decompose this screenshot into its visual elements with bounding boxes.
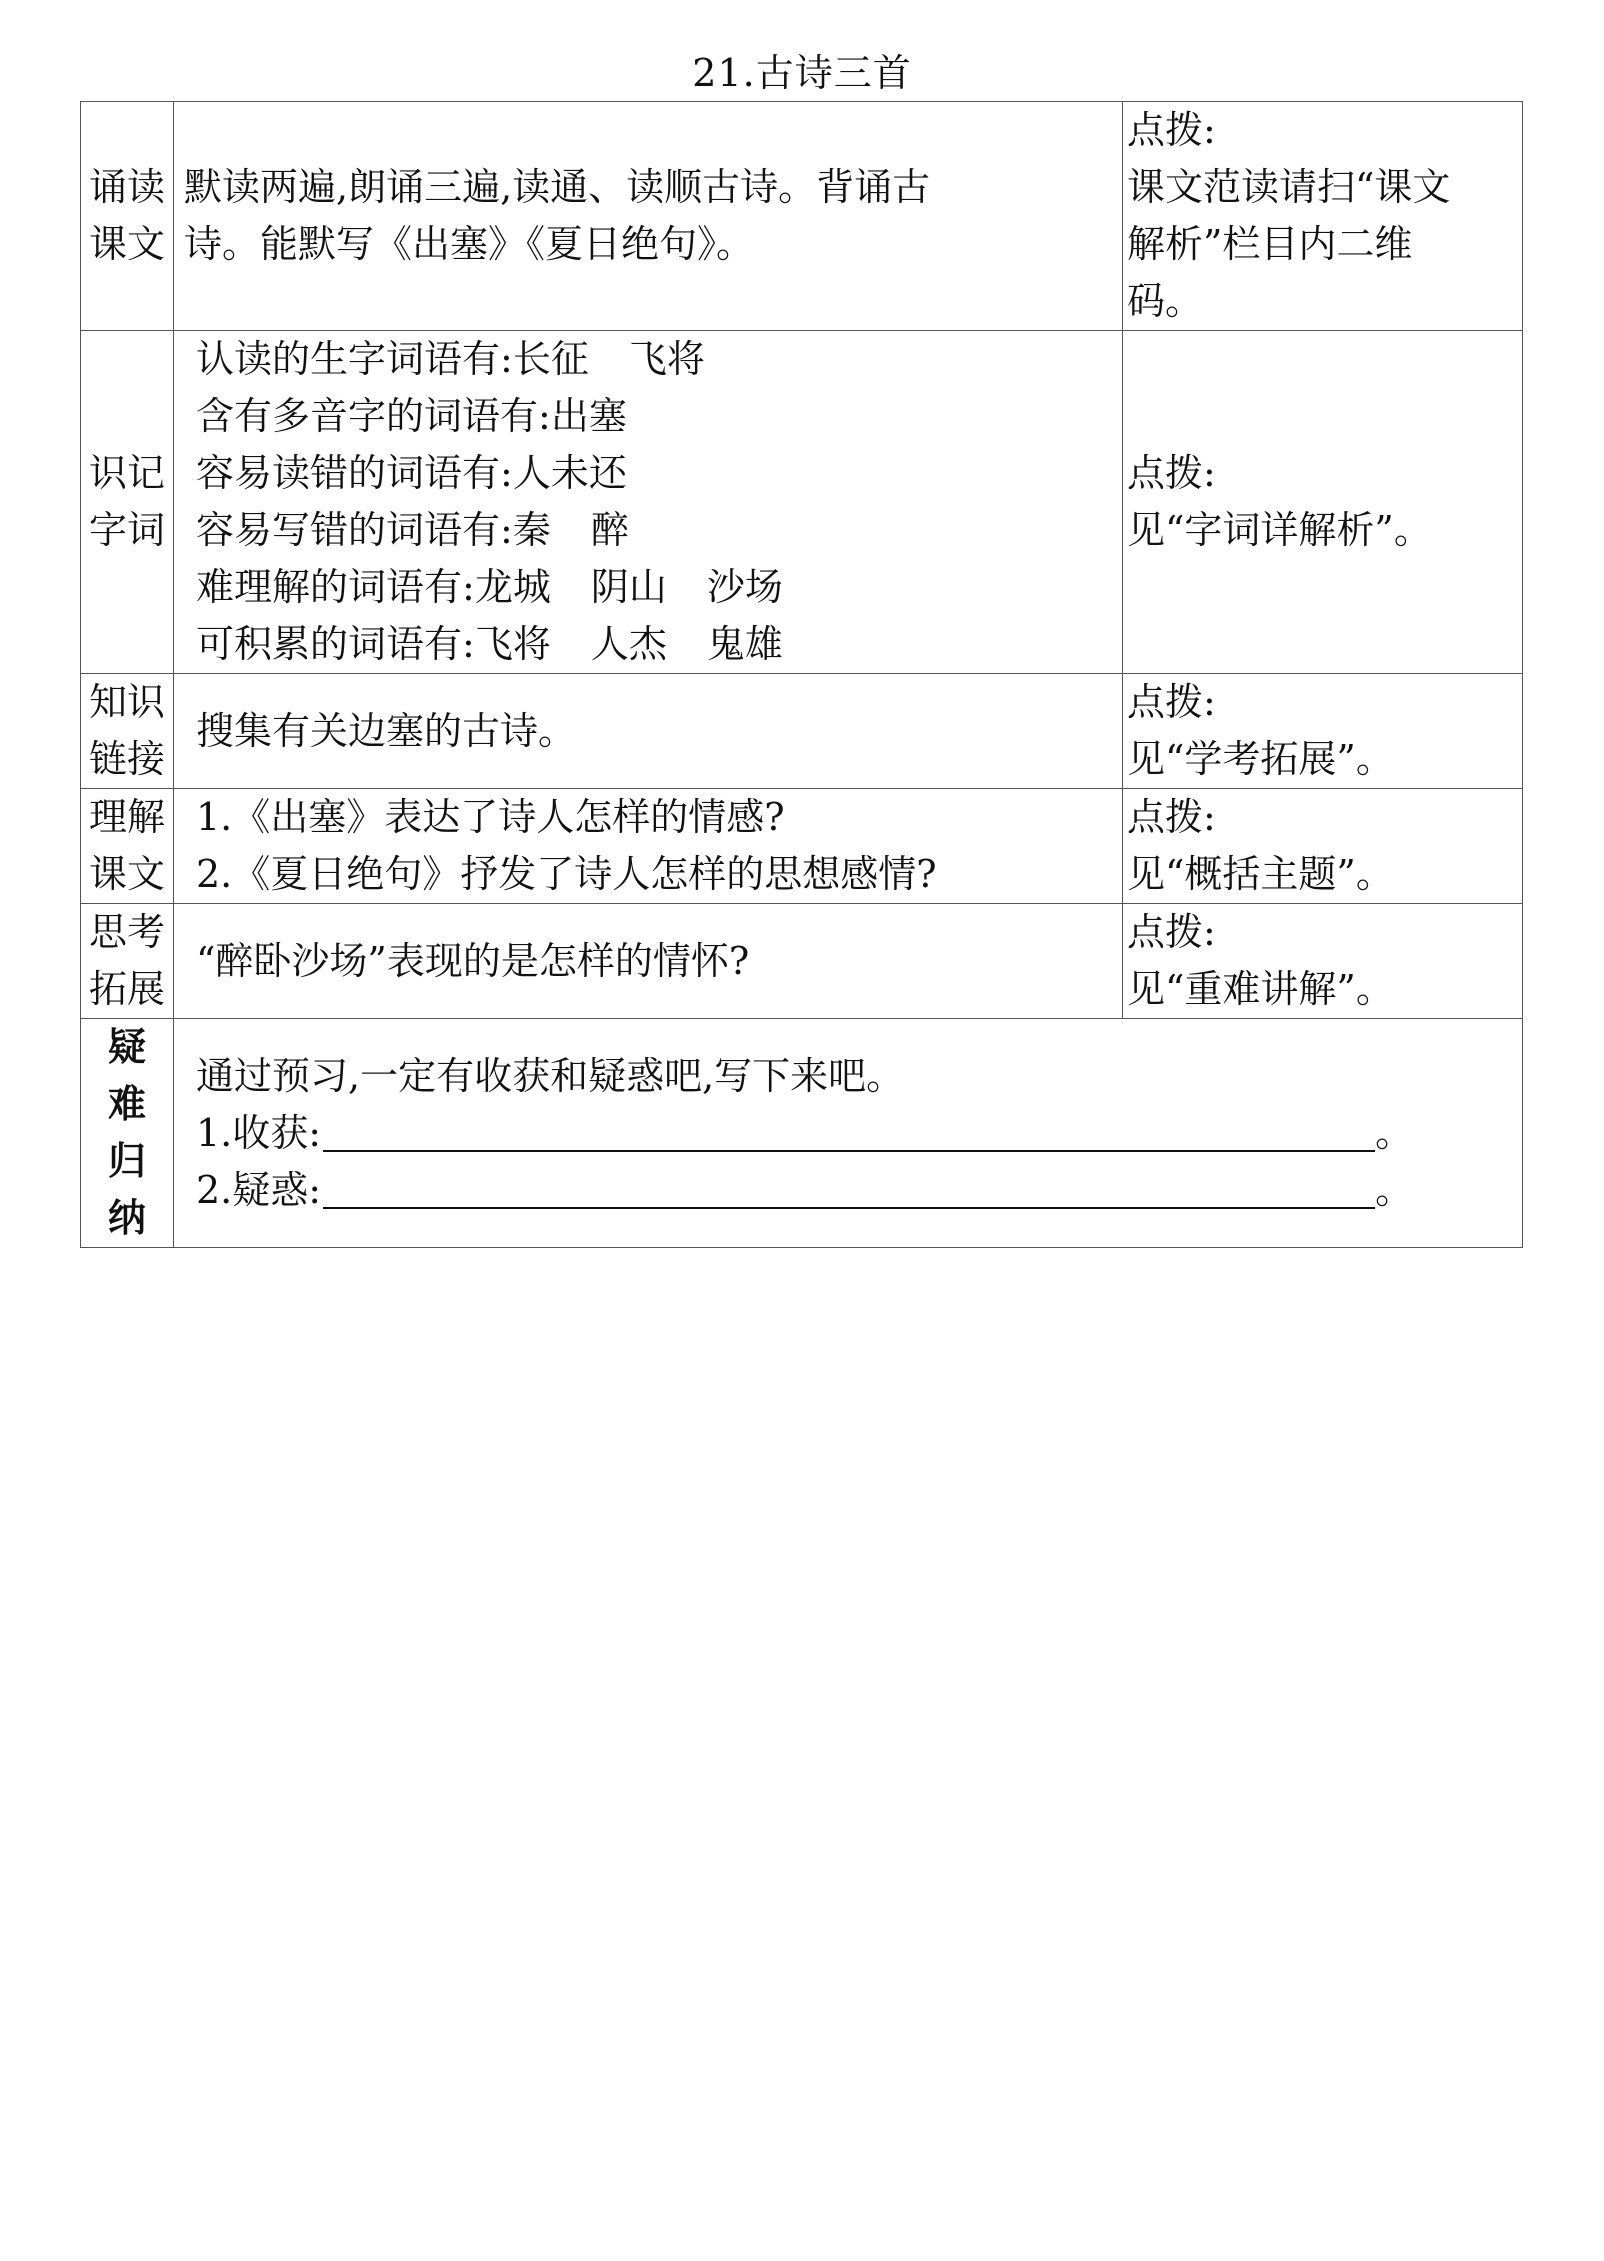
row-label-line: 拓展 — [88, 967, 165, 1011]
doubts-answer-blank[interactable] — [323, 1167, 1375, 1209]
summary-item-end: 。 — [1375, 1167, 1414, 1212]
table-row-extend — [81, 904, 1523, 1019]
row-label-understand — [81, 789, 174, 904]
vocab-word: 鬼雄 — [706, 622, 783, 666]
vocab-word: 醉 — [590, 508, 629, 552]
vocab-word: 龙城 — [474, 565, 551, 609]
vocab-word: 飞将 — [474, 622, 551, 666]
hint-line: 点拨: — [1127, 795, 1216, 839]
row-label-summary — [81, 1019, 174, 1248]
row-label-char: 疑 — [107, 1025, 146, 1069]
table-row-recite — [81, 102, 1523, 331]
row-label-recite — [81, 102, 174, 331]
hint-line: 见“字词详解析”。 — [1127, 508, 1432, 552]
summary-gains-line — [196, 1105, 1522, 1162]
row-content-recite — [174, 102, 1123, 331]
vocab-prefix: 认读的生字词语有: — [196, 337, 513, 381]
row-label-line: 理解 — [88, 795, 165, 839]
vocab-word: 飞将 — [628, 337, 705, 381]
vocab-prefix: 容易读错的词语有: — [196, 451, 513, 495]
hint-line: 见“概括主题”。 — [1127, 852, 1394, 896]
row-label-line: 课文 — [88, 852, 165, 896]
vocab-word: 人杰 — [590, 622, 667, 666]
hint-line: 见“学考拓展”。 — [1127, 737, 1394, 781]
summary-item-end: 。 — [1375, 1110, 1414, 1155]
table-row-summary — [81, 1019, 1523, 1248]
row-content-summary — [174, 1019, 1523, 1248]
row-hint-extend — [1123, 904, 1523, 1019]
vocab-line-misread — [196, 445, 1122, 502]
summary-item-label: 1.收获: — [196, 1110, 322, 1155]
row-label-line: 链接 — [88, 737, 165, 781]
page-title: 21.古诗三首 — [692, 51, 912, 95]
vocab-prefix: 难理解的词语有: — [196, 565, 475, 609]
row-label-char: 难 — [107, 1082, 146, 1126]
study-guide-table — [80, 101, 1523, 1248]
row-label-extend — [81, 904, 174, 1019]
row-label-vocabulary — [81, 331, 174, 674]
row-label-line: 课文 — [88, 222, 165, 266]
row-label-line: 识记 — [88, 451, 165, 495]
row-hint-understand — [1123, 789, 1523, 904]
row-label-line: 知识 — [88, 680, 165, 724]
row-label-char: 纳 — [107, 1196, 146, 1240]
vocab-line-miswritten — [196, 502, 1122, 559]
row-content-knowledge — [174, 674, 1123, 789]
vocab-prefix: 容易写错的词语有: — [196, 508, 513, 552]
vocab-line-polyphonic — [196, 388, 1122, 445]
hint-line: 点拨: — [1127, 108, 1216, 152]
content-line: 默读两遍,朗诵三遍,读通、读顺古诗。背诵古 — [184, 165, 931, 209]
summary-item-label: 2.疑惑: — [196, 1167, 322, 1212]
content-line: 诗。能默写《出塞》《夏日绝句》。 — [184, 222, 755, 266]
summary-intro: 通过预习,一定有收获和疑惑吧,写下来吧。 — [196, 1053, 905, 1098]
vocab-prefix: 可积累的词语有: — [196, 622, 475, 666]
row-label-char: 归 — [107, 1139, 146, 1183]
table-row-vocabulary — [81, 331, 1523, 674]
table-row-knowledge — [81, 674, 1523, 789]
table-row-understand — [81, 789, 1523, 904]
vocab-word: 阴山 — [590, 565, 667, 609]
row-content-understand — [174, 789, 1123, 904]
row-label-knowledge — [81, 674, 174, 789]
row-label-line: 字词 — [88, 508, 165, 552]
content-line: 2.《夏日绝句》抒发了诗人怎样的思想感情? — [196, 852, 937, 896]
row-content-extend — [174, 904, 1123, 1019]
gains-answer-blank[interactable] — [323, 1110, 1375, 1152]
row-content-vocabulary — [174, 331, 1123, 674]
vocab-line-read — [196, 331, 1122, 388]
vocab-line-difficult — [196, 559, 1122, 616]
row-label-line: 思考 — [88, 910, 165, 954]
vocab-prefix: 含有多音字的词语有: — [196, 394, 551, 438]
vocab-line-accumulate — [196, 616, 1122, 673]
hint-line: 码。 — [1127, 279, 1204, 323]
hint-line: 点拨: — [1127, 680, 1216, 724]
hint-line: 课文范读请扫“课文 — [1127, 165, 1451, 209]
vocab-word: 出塞 — [550, 394, 627, 438]
vocab-word: 沙场 — [706, 565, 783, 609]
row-hint-vocabulary — [1123, 331, 1523, 674]
vocab-word: 长征 — [512, 337, 589, 381]
hint-line: 点拨: — [1127, 910, 1216, 954]
content-line: 1.《出塞》表达了诗人怎样的情感? — [196, 795, 785, 839]
row-hint-recite — [1123, 102, 1523, 331]
vocab-word: 人未还 — [512, 451, 627, 495]
content-line: “醉卧沙场”表现的是怎样的情怀? — [196, 938, 750, 983]
content-line: 搜集有关边塞的古诗。 — [196, 708, 577, 753]
hint-line: 见“重难讲解”。 — [1127, 967, 1394, 1011]
hint-line: 点拨: — [1127, 451, 1216, 495]
vocab-word: 秦 — [512, 508, 551, 552]
row-hint-knowledge — [1123, 674, 1523, 789]
hint-line: 解析”栏目内二维 — [1127, 222, 1413, 266]
summary-doubts-line — [196, 1162, 1522, 1219]
row-label-line: 诵读 — [88, 165, 165, 209]
